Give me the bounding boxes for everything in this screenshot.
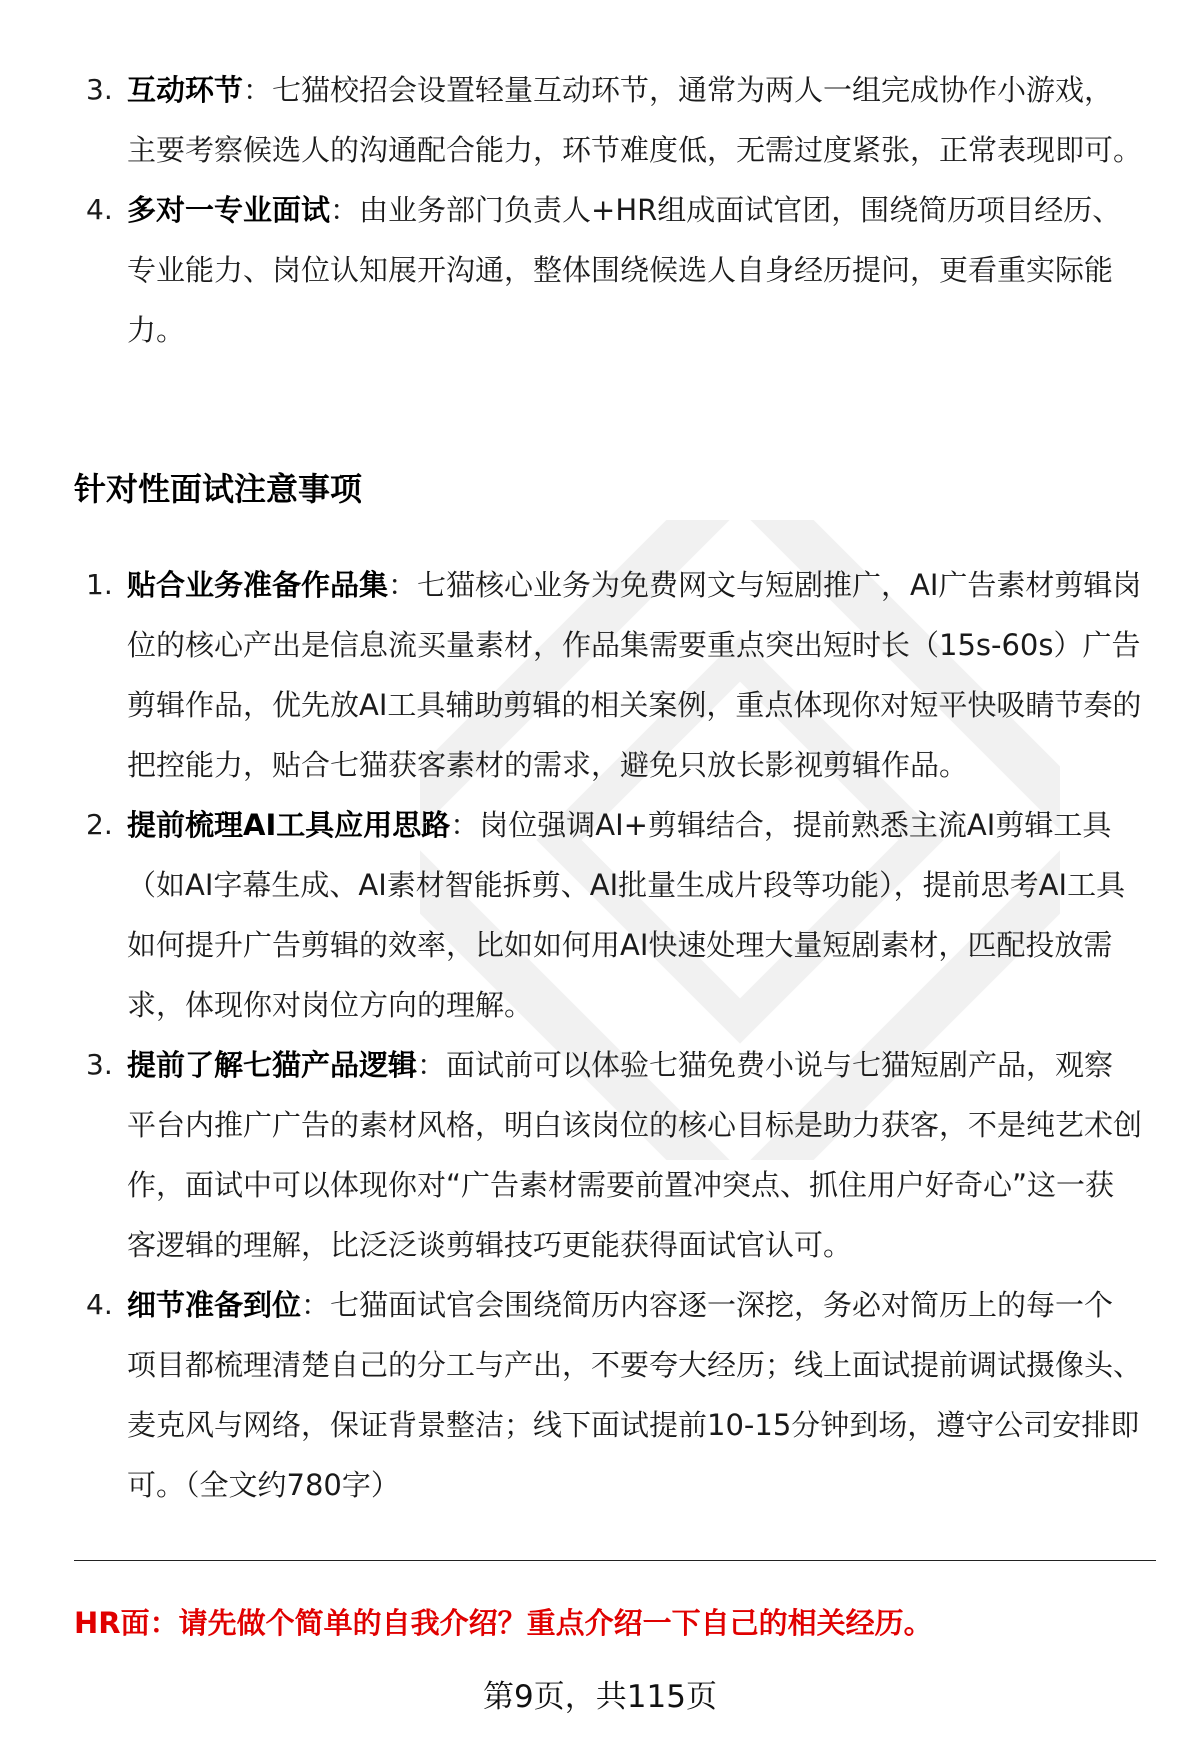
item-text: ：七猫校招会设置轻量互动环节，通常为两人一组完成协作小游戏，主要考察候选人的沟通配合能力，环节难度低，无需过度紧张，正常表现即可。 — [127, 73, 1143, 167]
list-number: 4. — [86, 193, 113, 226]
item-text: ：七猫核心业务为免费网文与短剧推广，AI广告素材剪辑岗位的核心产出是信息流买量素材，作品集需要重点突出短时长（15s-60s）广告剪辑作品，优先放AI工具辅助剪辑的相关案例，重点体现你对短平快吸睛节奏的把控能力，贴合七猫获客素材的需求，避免只放长影视剪辑作品。 — [127, 568, 1142, 782]
item-text: ：岗位强调AI+剪辑结合，提前熟悉主流AI剪辑工具（如AI字幕生成、AI素材智能拆剪、AI批量生成片段等功能），提前思考AI工具如何提升广告剪辑的效率，比如如何用AI快速处理大量短剧素材，匹配投放需求，体现你对岗位方向的理解。 — [127, 808, 1126, 1022]
item-lead: 提前梳理AI工具应用思路 — [127, 808, 451, 842]
interview-process-list — [0, 60, 1200, 360]
item-lead: 多对一专业面试 — [127, 193, 331, 227]
item-text: ：七猫面试官会围绕简历内容逐一深挖，务必对简历上的每一个项目都梳理清楚自己的分工与产出，不要夸大经历；线上面试提前调试摄像头、麦克风与网络，保证背景整洁；线下面试提前10-15分钟到场，遵守公司安排即可。（全文约780字） — [127, 1288, 1143, 1502]
interview-tips-list — [0, 555, 1200, 1515]
list-item — [0, 555, 1200, 795]
item-text: ：面试前可以体验七猫免费小说与七猫短剧产品，观察平台内推广广告的素材风格，明白该岗位的核心目标是助力获客，不是纯艺术创作，面试中可以体现你对“广告素材需要前置冲突点、抓住用户好奇心”这一获客逻辑的理解，比泛泛谈剪辑技巧更能获得面试官认可。 — [127, 1048, 1143, 1262]
section-heading: 针对性面试注意事项 — [74, 470, 363, 508]
item-text: ：由业务部门负责人+HR组成面试官团，围绕简历项目经历、专业能力、岗位认知展开沟通，整体围绕候选人自身经历提问，更看重实际能力。 — [127, 193, 1122, 347]
item-lead: 互动环节 — [127, 73, 244, 107]
list-item — [0, 1035, 1200, 1275]
list-number: 3. — [86, 1048, 113, 1081]
list-number: 4. — [86, 1288, 113, 1321]
item-lead: 细节准备到位 — [127, 1288, 302, 1322]
list-item — [0, 60, 1200, 180]
list-item — [0, 1275, 1200, 1515]
page-number: 第9页，共115页 — [483, 1679, 717, 1715]
list-item — [0, 795, 1200, 1035]
list-number: 3. — [86, 73, 113, 106]
list-item — [0, 180, 1200, 360]
list-number: 1. — [86, 568, 113, 601]
section-divider — [74, 1560, 1156, 1561]
item-lead: 贴合业务准备作品集 — [127, 568, 389, 602]
list-number: 2. — [86, 808, 113, 841]
item-lead: 提前了解七猫产品逻辑 — [127, 1048, 418, 1082]
interview-question: HR面：请先做个简单的自我介绍？重点介绍一下自己的相关经历。 — [74, 1606, 933, 1640]
